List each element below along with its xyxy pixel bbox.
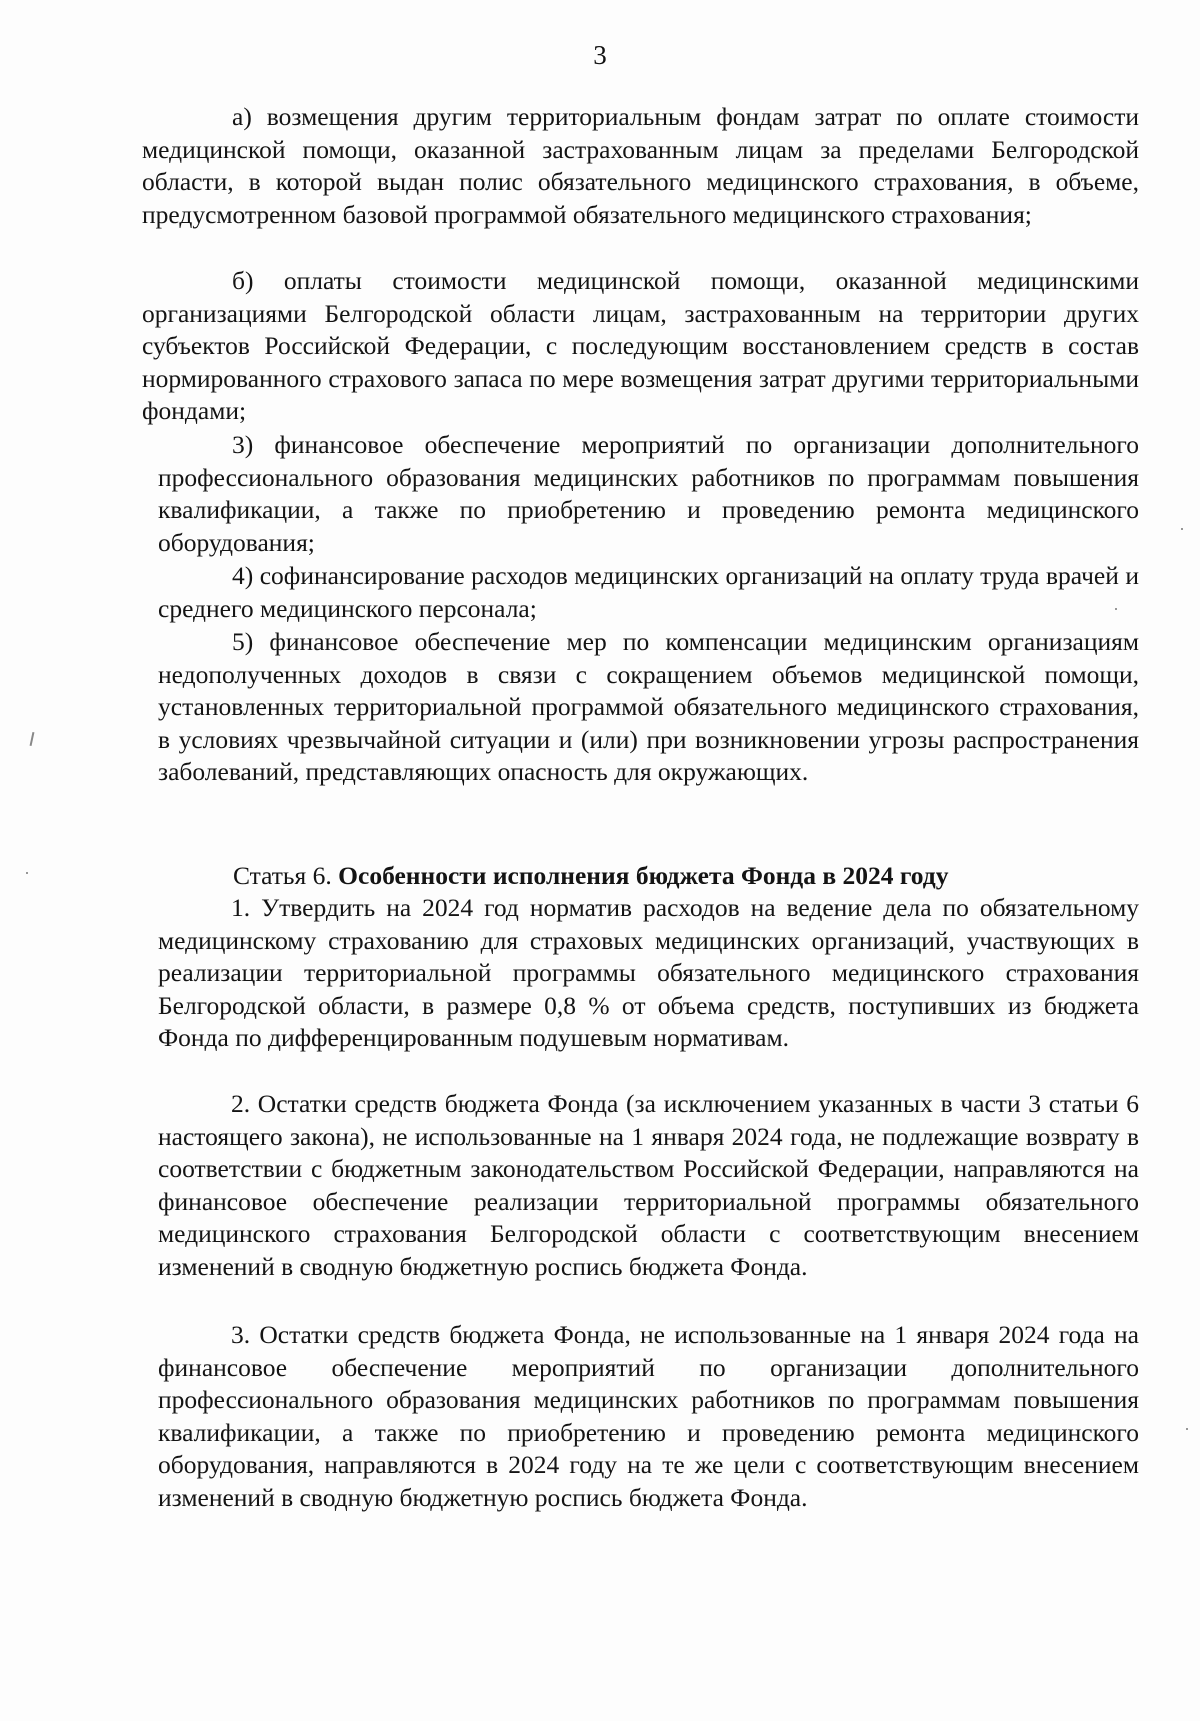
article-paragraph-3: 3. Остатки средств бюджета Фонда, не использованные на 1 января 2024 года на финансовое обеспечение мероприятий по организации дополнительного профессионального образования медицинских работников по программам повышения квалификации, а также по приобретению и проведению ремонта медицинского оборудования, направляются в 2024 году на те же цели с соответствующим внесением изменений в сводную бюджетную роспись бюджета Фонда. (158, 1320, 1139, 1512)
article-heading (233, 860, 948, 893)
paragraph-5: 5) финансовое обеспечение мер по компенсации медицинским организациям недополученных доходов в связи с сокращением объемов медицинской помощи, установленных территориальной программой обязательного медицинского страхования, в условиях чрезвычайной ситуации и (или) при возникновении угрозы распространения заболеваний, представляющих опасность для окружающих. (158, 627, 1139, 787)
paragraph-a: а) возмещения другим территориальным фондам затрат по оплате стоимости медицинской помощи, оказанной застрахованным лицам за пределами Белгородской области, в которой выдан полис обязательного медицинского страхования, в объеме, предусмотренном базовой программой обязательного медицинского страхования; (142, 102, 1139, 229)
scan-margin-mark (30, 732, 35, 746)
article-paragraph-2: 2. Остатки средств бюджета Фонда (за исключением указанных в части 3 статьи 6 настоящего закона), не использованные на 1 января 2024 года, не подлежащие возврату в соответствии с бюджетным законодательством Российской Федерации, направляются на финансовое обеспечение реализации территориальной программы обязательного медицинского страхования Белгородской области с соответствующим внесением изменений в сводную бюджетную роспись бюджета Фонда. (158, 1089, 1139, 1281)
article-paragraph-1: 1. Утвердить на 2024 год норматив расходов на ведение дела по обязательному медицинскому страхованию для страховых медицинских организаций, участвующих в реализации территориальной программы обязательного медицинского страхования Белгородской области, в размере 0,8 % от объема средств, поступивших из бюджета Фонда по дифференцированным подушевым нормативам. (158, 893, 1139, 1053)
paragraph-3: 3) финансовое обеспечение мероприятий по организации дополнительного профессионального образования медицинских работников по программам повышения квалификации, а также по приобретению и проведению ремонта медицинского оборудования; (158, 430, 1139, 557)
scan-speck (1181, 528, 1183, 530)
paragraph-4: 4) софинансирование расходов медицинских организаций на оплату труда врачей и среднего медицинского персонала; (158, 561, 1139, 623)
scan-speck (26, 872, 28, 874)
paragraph-b: б) оплаты стоимости медицинской помощи, оказанной медицинскими организациями Белгородской области лицам, застрахованным на территории других субъектов Российской Федерации, с последующим восстановлением средств в состав нормированного страхового запаса по мере возмещения затрат другими территориальными фондами; (142, 266, 1139, 426)
article-prefix: Статья 6. (233, 861, 339, 890)
article-title: Особенности исполнения бюджета Фонда в 2024 году (338, 861, 949, 890)
scan-speck (1186, 1428, 1188, 1430)
page-number: 3 (593, 40, 607, 70)
scan-speck (1115, 608, 1117, 610)
